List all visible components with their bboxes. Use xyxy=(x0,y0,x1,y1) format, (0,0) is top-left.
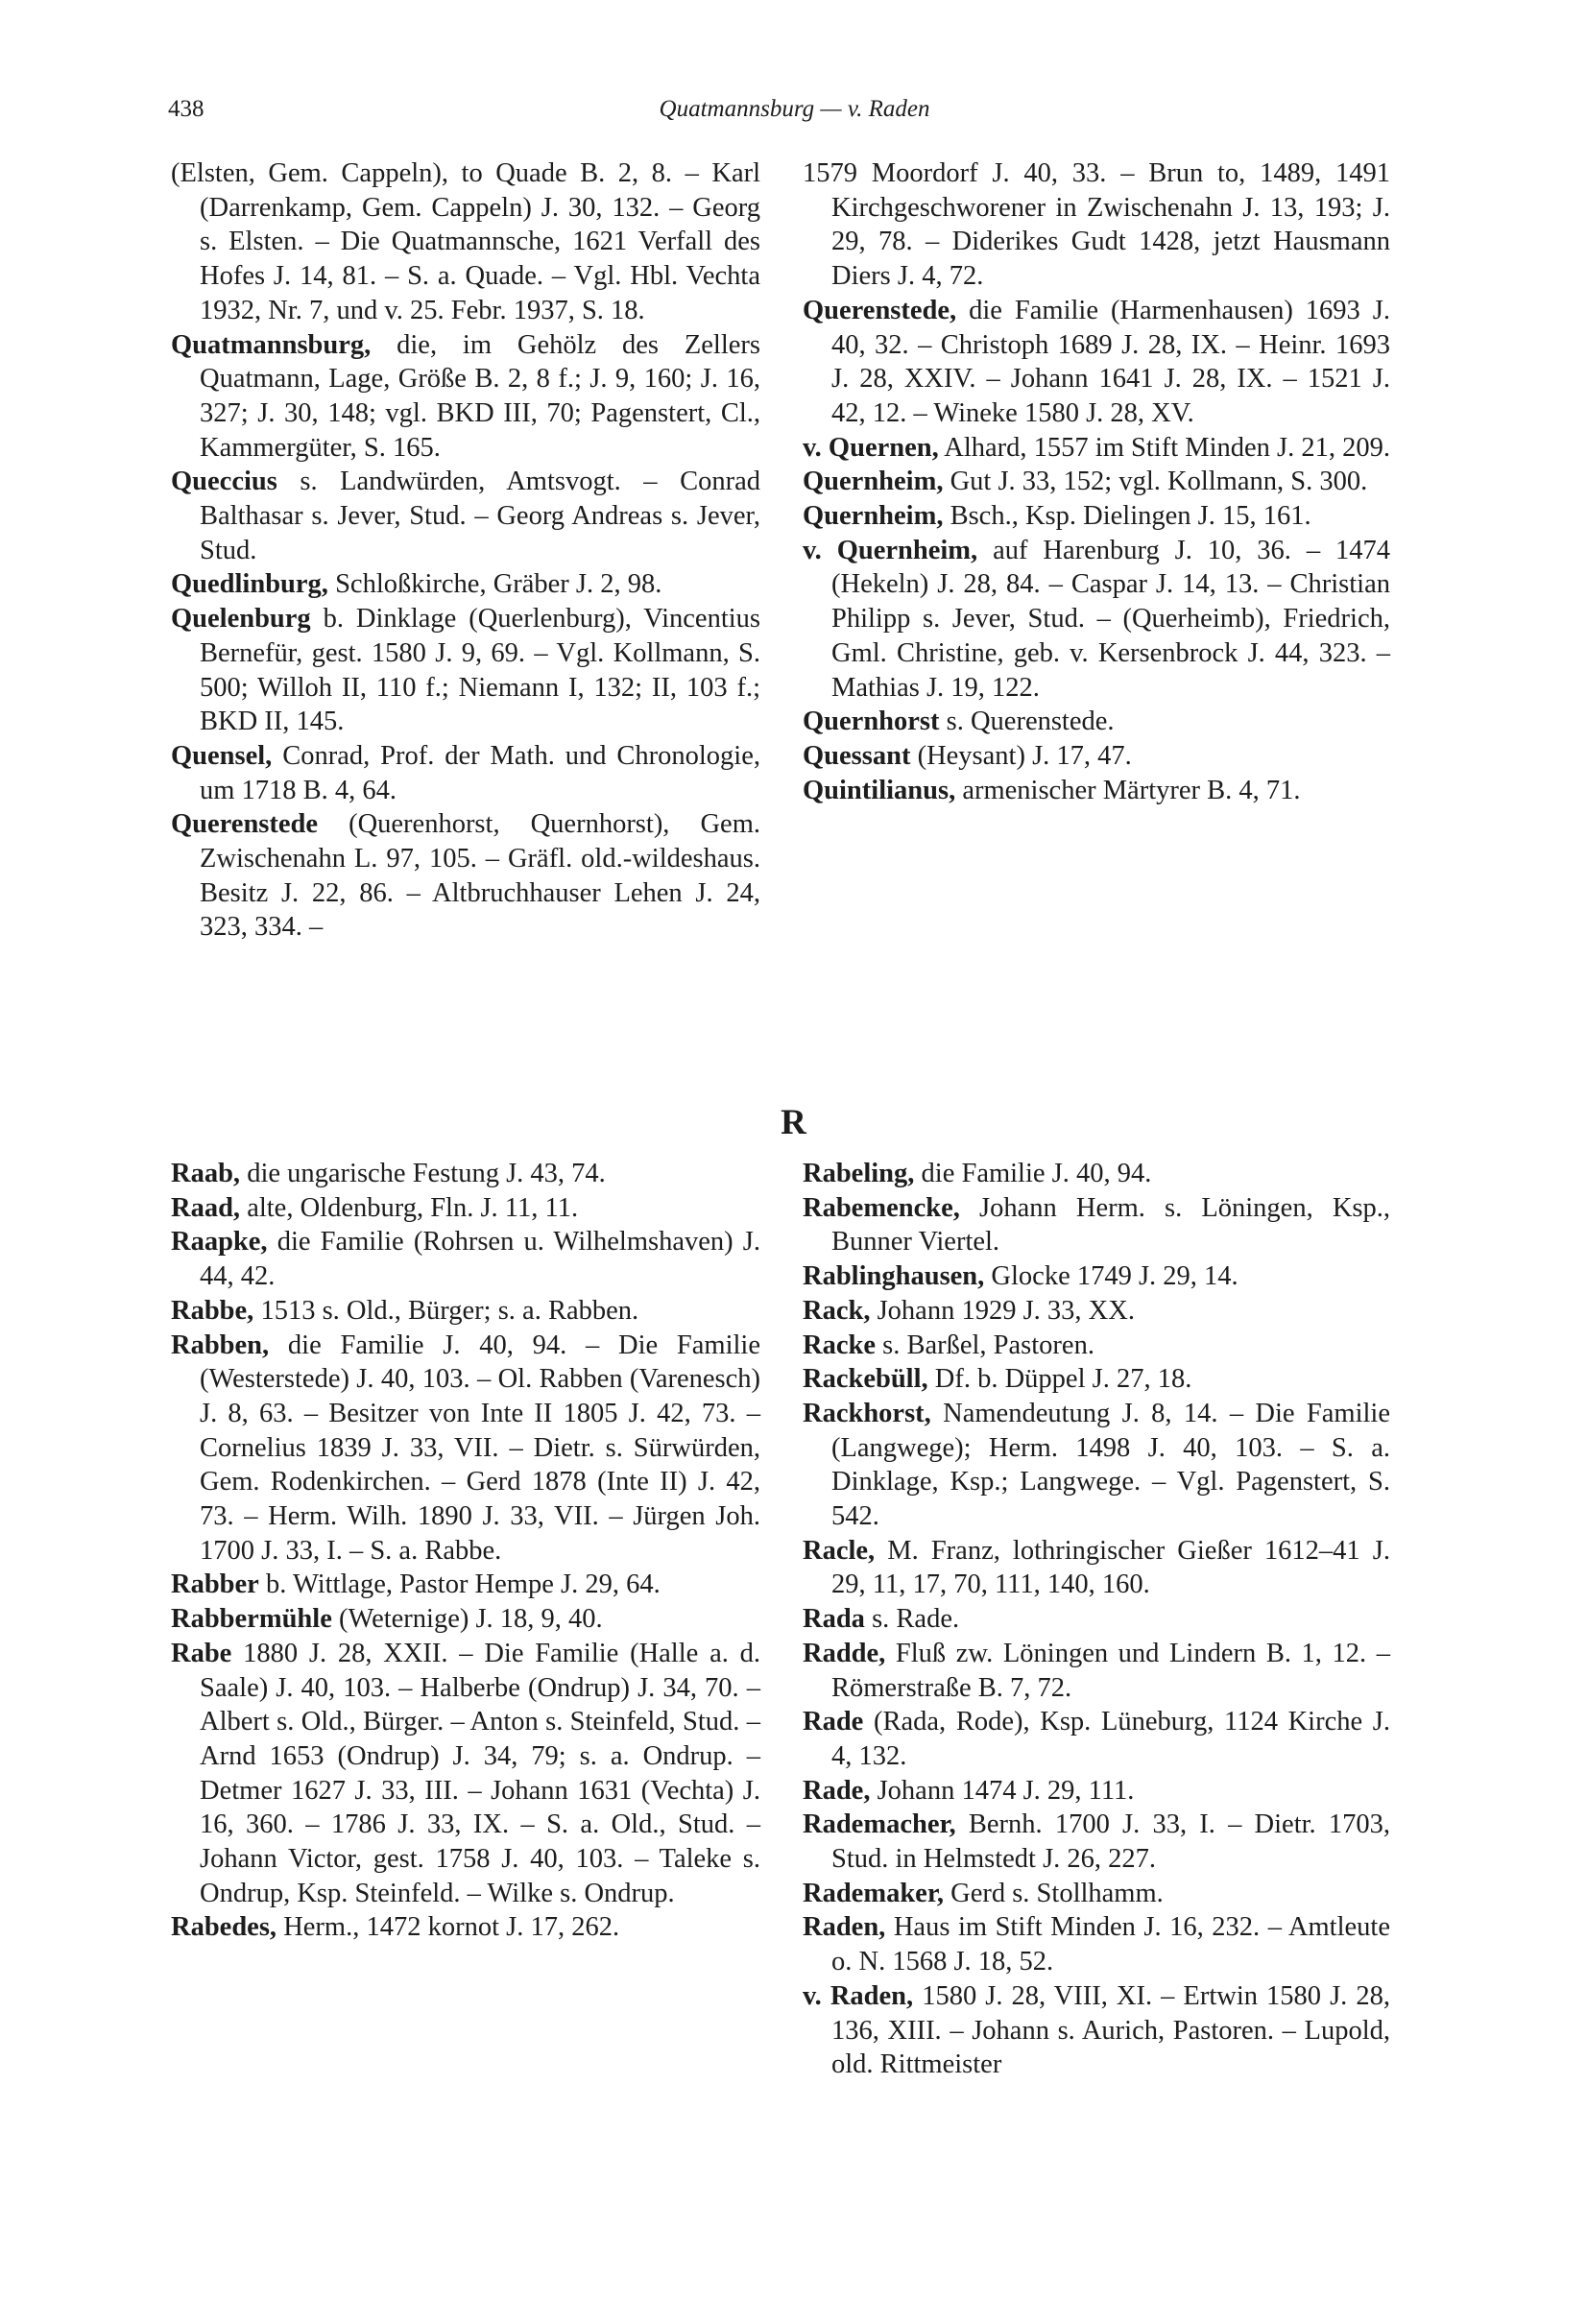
entry-text: b. Dinklage (Querlenburg), Vincentius Bernefür, gest. 1580 J. 9, 69. – Vgl. Kollmann, S. 500; Willoh II, 110 f.; Niemann I, 132; II, 103 f.; BKD II, 145. xyxy=(200,604,760,737)
entry-headword: Quessant xyxy=(803,740,911,771)
index-entry xyxy=(171,1910,760,1945)
entry-text: s. Barßel, Pastoren. xyxy=(875,1330,1094,1360)
entry-text: Haus im Stift Minden J. 16, 232. – Amtleute o. N. 1568 J. 18, 52. xyxy=(831,1912,1390,1977)
entry-text: die Familie (Rohrsen u. Wilhelmshaven) J. 44, 42. xyxy=(200,1227,760,1292)
index-entry xyxy=(803,294,1390,431)
entry-text: (Querenhorst, Quernhorst), Gem. Zwischenahn L. 97, 105. – Gräfl. old.-wildeshaus. Besitz J. 22, 86. – Altbruchhauser Lehen J. 24, 323, 334. – xyxy=(200,809,760,943)
entry-headword: Rabemencke, xyxy=(803,1192,960,1223)
index-entry xyxy=(803,156,1390,294)
column-2 xyxy=(803,156,1390,807)
entry-headword: Rabe xyxy=(171,1638,232,1668)
page-number: 438 xyxy=(168,96,204,122)
index-entry xyxy=(803,1637,1390,1705)
entry-text: (Elsten, Gem. Cappeln), to Quade B. 2, 8. – Karl (Darrenkamp, Gem. Cappeln) J. 30, 132. – Georg s. Elsten. – Die Quatmannsche, 1621 Verfall des Hofes J. 14, 81. – S. a. Quade. – Vgl. Hbl. Vechta 1932, Nr. 7, und v. 25. Febr. 1937, S. 18. xyxy=(171,158,760,325)
entry-text: die Familie (Harmenhausen) 1693 J. 40, 32. – Christoph 1689 J. 28, IX. – Heinr. 1693 J. 28, XXIV. – Johann 1641 J. 28, IX. – 1521 J. 42, 12. – Wineke 1580 J. 28, XV. xyxy=(831,295,1390,428)
entry-headword: Raden, xyxy=(803,1912,886,1943)
index-entry xyxy=(803,1602,1390,1637)
entry-text: (Rada, Rode), Ksp. Lüneburg, 1124 Kirche J. 4, 132. xyxy=(831,1707,1390,1771)
entry-text: Johann 1474 J. 29, 111. xyxy=(870,1775,1135,1806)
entry-headword: Radde, xyxy=(803,1638,886,1668)
entry-text: Johann Herm. s. Löningen, Ksp., Bunner Viertel. xyxy=(831,1192,1390,1258)
entry-headword: Rabbermühle xyxy=(171,1604,332,1635)
index-entry xyxy=(803,739,1390,774)
index-entry xyxy=(171,465,760,567)
index-entry xyxy=(171,807,760,945)
index-entry xyxy=(803,465,1390,499)
entry-text: Conrad, Prof. der Math. und Chronologie, um 1718 B. 4, 64. xyxy=(200,740,760,805)
entry-text: (Heysant) J. 17, 47. xyxy=(910,740,1132,771)
entry-headword: Rade, xyxy=(803,1775,871,1806)
index-entry xyxy=(171,567,760,602)
entry-text: die ungarische Festung J. 43, 74. xyxy=(240,1159,606,1188)
column-3 xyxy=(171,1157,760,1945)
index-entry xyxy=(803,1157,1390,1191)
entry-headword: v. Quernen, xyxy=(803,432,939,463)
entry-headword: Quernhorst xyxy=(803,707,940,737)
entry-headword: Quelenburg xyxy=(171,604,311,635)
index-entry xyxy=(803,1191,1390,1259)
entry-headword: Raad, xyxy=(171,1192,241,1223)
entry-headword: Rademaker, xyxy=(803,1878,944,1908)
entry-text: auf Harenburg J. 10, 36. – 1474 (Hekeln) J. 28, 84. – Caspar J. 14, 13. – Christian Philipp s. Jever, Stud. – (Querheimb), Friedrich, Gml. Christine, geb. v. Kersenbrock J. 44, 323. – Mathias J. 19, 122. xyxy=(831,535,1390,703)
entry-text: Herm., 1472 kornot J. 17, 262. xyxy=(277,1912,620,1943)
index-entry xyxy=(803,1294,1390,1329)
index-entry xyxy=(171,1637,760,1911)
entry-headword: Quensel, xyxy=(171,740,273,771)
entry-text: Johann 1929 J. 33, XX. xyxy=(870,1295,1135,1326)
entry-text: Glocke 1749 J. 29, 14. xyxy=(984,1261,1238,1292)
entry-text: s. Landwürden, Amtsvogt. – Conrad Balthasar s. Jever, Stud. – Georg Andreas s. Jever, Stud. xyxy=(200,467,760,565)
entry-headword: Rademacher, xyxy=(803,1809,956,1840)
index-entry xyxy=(171,1329,760,1569)
entry-text: 1580 J. 28, VIII, XI. – Ertwin 1580 J. 28, 136, XIII. – Johann s. Aurich, Pastoren. – Lupold, old. Rittmeister xyxy=(831,1980,1390,2080)
entry-text: die Familie J. 40, 94. – Die Familie (Westerstede) J. 40, 103. – Ol. Rabben (Varenesch) J. 8, 63. – Besitzer von Inte II 1805 J. 42, 73. – Cornelius 1839 J. 33, VII. – Dietr. s. Sürwürden, Gem. Rodenkirchen. – Gerd 1878 (Inte II) J. 42, 73. – Herm. Wilh. 1890 J. 33, VII. – Jürgen Joh. 1700 J. 33, I. – S. a. Rabbe. xyxy=(200,1330,760,1566)
entry-text: Gerd s. Stollhamm. xyxy=(943,1878,1164,1908)
entry-headword: Rackhorst, xyxy=(803,1398,931,1428)
entry-headword: Racke xyxy=(803,1330,876,1360)
entry-headword: Quatmannsburg, xyxy=(171,329,372,360)
entry-headword: Racle, xyxy=(803,1535,876,1566)
entry-text: s. Querenstede. xyxy=(939,707,1115,737)
entry-text: Schloßkirche, Gräber J. 2, 98. xyxy=(327,569,662,600)
index-entry xyxy=(803,534,1390,706)
entry-text: die Familie J. 40, 94. xyxy=(914,1159,1152,1188)
index-entry xyxy=(171,1191,760,1226)
index-entry xyxy=(171,602,760,739)
index-entry xyxy=(803,1705,1390,1773)
index-entry xyxy=(171,1602,760,1637)
entry-headword: Raab, xyxy=(171,1159,241,1188)
column-4 xyxy=(803,1157,1390,2082)
entry-text: die, im Gehölz des Zellers Quatmann, Lage, Größe B. 2, 8 f.; J. 9, 160; J. 16, 327; J. 30, 148; vgl. BKD III, 70; Pagenstert, Cl., Kammergüter, S. 165. xyxy=(200,329,760,463)
running-title: Quatmannsburg — v. Raden xyxy=(659,96,930,122)
index-entry xyxy=(171,1225,760,1293)
entry-headword: Rablinghausen, xyxy=(803,1261,985,1292)
index-entry xyxy=(171,1157,760,1191)
entry-headword: Rabedes, xyxy=(171,1912,277,1943)
index-entry xyxy=(803,499,1390,534)
entry-headword: Rackebüll, xyxy=(803,1364,928,1395)
entry-headword: Rabeling, xyxy=(803,1159,915,1188)
index-entry xyxy=(171,739,760,807)
entry-headword: Rade xyxy=(803,1707,864,1737)
page-header xyxy=(168,96,1421,134)
entry-headword: Querenstede xyxy=(171,809,319,840)
index-entry xyxy=(803,1910,1390,1978)
index-entry xyxy=(803,774,1390,808)
index-entry xyxy=(171,1568,760,1602)
index-entry xyxy=(803,1329,1390,1363)
index-entry xyxy=(803,1259,1390,1294)
entry-text: armenischer Märtyrer B. 4, 71. xyxy=(955,775,1301,805)
column-1 xyxy=(171,156,760,945)
index-entry xyxy=(171,328,760,466)
entry-headword: Rabben, xyxy=(171,1330,270,1360)
index-entry xyxy=(803,1774,1390,1809)
entry-headword: Rada xyxy=(803,1604,865,1635)
entry-text: Fluß zw. Löningen und Lindern B. 1, 12. – Römerstraße B. 7, 72. xyxy=(831,1638,1390,1703)
index-entry xyxy=(803,1877,1390,1911)
index-entry xyxy=(803,1808,1390,1876)
entry-headword: Querenstede, xyxy=(803,295,957,325)
entry-text: Alhard, 1557 im Stift Minden J. 21, 209. xyxy=(938,432,1390,463)
index-entry xyxy=(803,431,1390,466)
entry-headword: v. Raden, xyxy=(803,1980,914,2011)
entry-text: alte, Oldenburg, Fln. J. 11, 11. xyxy=(240,1192,579,1223)
entry-text: Bsch., Ksp. Dielingen J. 15, 161. xyxy=(943,501,1311,532)
index-entry xyxy=(171,156,760,328)
entry-headword: Quernheim, xyxy=(803,501,944,532)
entry-text: Bernh. 1700 J. 33, I. – Dietr. 1703, Stud. in Helmstedt J. 26, 227. xyxy=(831,1809,1390,1875)
index-entry xyxy=(803,1362,1390,1397)
entry-text: s. Rade. xyxy=(864,1604,960,1635)
section-letter: R xyxy=(781,1103,806,1142)
entry-text: (Weternige) J. 18, 9, 40. xyxy=(331,1604,603,1635)
index-entry xyxy=(803,705,1390,739)
entry-headword: Quernheim, xyxy=(803,467,944,497)
entry-headword: Raapke, xyxy=(171,1227,268,1258)
entry-text: 1579 Moordorf J. 40, 33. – Brun to, 1489, 1491 Kirchgeschworener in Zwischenahn J. 13, 193; J. 29, 78. – Diderikes Gudt 1428, jetzt Hausmann Diers J. 4, 72. xyxy=(803,158,1390,292)
entry-headword: Rack, xyxy=(803,1295,871,1326)
entry-headword: Rabber xyxy=(171,1569,259,1600)
index-entry xyxy=(803,1397,1390,1534)
index-entry xyxy=(803,1979,1390,2082)
index-entry xyxy=(171,1294,760,1329)
entry-text: Gut J. 33, 152; vgl. Kollmann, S. 300. xyxy=(943,467,1368,497)
entry-text: b. Wittlage, Pastor Hempe J. 29, 64. xyxy=(258,1569,661,1600)
entry-headword: Queccius xyxy=(171,467,277,497)
entry-headword: v. Quernheim, xyxy=(803,535,978,565)
entry-headword: Quedlinburg, xyxy=(171,569,328,600)
entry-text: M. Franz, lothringischer Gießer 1612–41 J. 29, 11, 17, 70, 111, 140, 160. xyxy=(831,1535,1390,1600)
entry-headword: Quintilianus, xyxy=(803,775,956,805)
entry-headword: Rabbe, xyxy=(171,1295,254,1326)
entry-text: 1513 s. Old., Bürger; s. a. Rabben. xyxy=(253,1295,639,1326)
entry-text: Df. b. Düppel J. 27, 18. xyxy=(927,1364,1192,1395)
entry-text: Namendeutung J. 8, 14. – Die Familie (Langwege); Herm. 1498 J. 40, 103. – S. a. Dinklage, Ksp.; Langwege. – Vgl. Pagenstert, S. 542. xyxy=(831,1398,1390,1532)
index-entry xyxy=(803,1534,1390,1602)
entry-text: 1880 J. 28, XXII. – Die Familie (Halle a. d. Saale) J. 40, 103. – Halberbe (Ondrup) J. 34, 70. – Albert s. Old., Bürger. – Anton s. Steinfeld, Stud. – Arnd 1653 (Ondrup) J. 34, 79; s. a. Ondrup. – Detmer 1627 J. 33, III. – Johann 1631 (Vechta) J. 16, 360. – 1786 J. 33, IX. – S. a. Old., Stud. – Johann Victor, gest. 1758 J. 40, 103. – Taleke s. Ondrup, Ksp. Steinfeld. – Wilke s. Ondrup. xyxy=(200,1638,760,1908)
